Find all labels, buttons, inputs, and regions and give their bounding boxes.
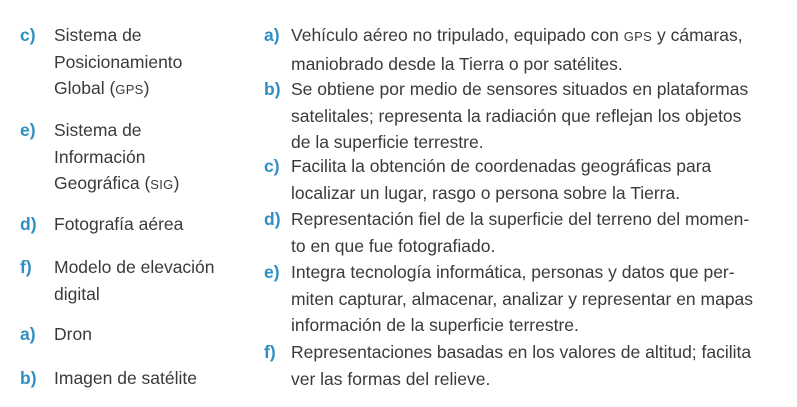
definition-text: Facilita la obtención de coordenadas geográficas para localizar un lugar, rasgo o persona sobre la Tierra. — [291, 156, 712, 203]
definition-b — [264, 76, 784, 156]
term-letter: b) — [20, 368, 37, 388]
definition-d — [264, 206, 784, 259]
term-text: Dron — [54, 324, 92, 344]
definition-text: Representaciones basadas en los valores de altitud; facilita ver las formas del relieve. — [291, 342, 752, 389]
term-text: Fotografía aérea — [54, 214, 184, 234]
term-text: Sistema de Posicionamiento Global (GPS) — [54, 25, 183, 98]
term-letter: c) — [20, 25, 36, 45]
definition-letter: f) — [264, 342, 276, 362]
definition-text: Se obtiene por medio de sensores situados en plataformas satelitales; representa la radiación que reflejan los objetos de la superficie terrestre. — [291, 79, 749, 152]
definition-f — [264, 339, 784, 392]
definition-letter: c) — [264, 156, 280, 176]
definition-text: Representación fiel de la superficie del terreno del momen- to en que fue fotografiado. — [291, 209, 750, 256]
term-text: Modelo de elevación digital — [54, 257, 215, 304]
term-letter: f) — [20, 257, 32, 277]
definition-text: Vehículo aéreo no tripulado, equipado con GPS y cámaras, maniobrado desde la Tierra o por satélites. — [291, 25, 743, 74]
definition-c — [264, 153, 784, 206]
term-letter: e) — [20, 120, 36, 140]
term-satellite-image — [20, 365, 235, 392]
term-elevation-model — [20, 254, 235, 307]
definition-letter: b) — [264, 79, 281, 99]
definition-a — [264, 22, 784, 77]
term-text: Imagen de satélite — [54, 368, 198, 388]
definition-letter: d) — [264, 209, 281, 229]
definition-text: Integra tecnología informática, personas y datos que per- miten capturar, almacenar, analizar y representar en mapas información de la superficie terrestre. — [291, 262, 754, 335]
definition-letter: a) — [264, 25, 280, 45]
term-aerial-photo — [20, 211, 235, 238]
term-gps — [20, 22, 235, 104]
term-letter: a) — [20, 324, 36, 344]
term-drone — [20, 321, 235, 348]
term-text: Sistema de Información Geográfica (SIG) — [54, 120, 180, 193]
definition-e — [264, 259, 784, 339]
term-letter: d) — [20, 214, 37, 234]
term-sig — [20, 117, 235, 199]
definition-letter: e) — [264, 262, 280, 282]
